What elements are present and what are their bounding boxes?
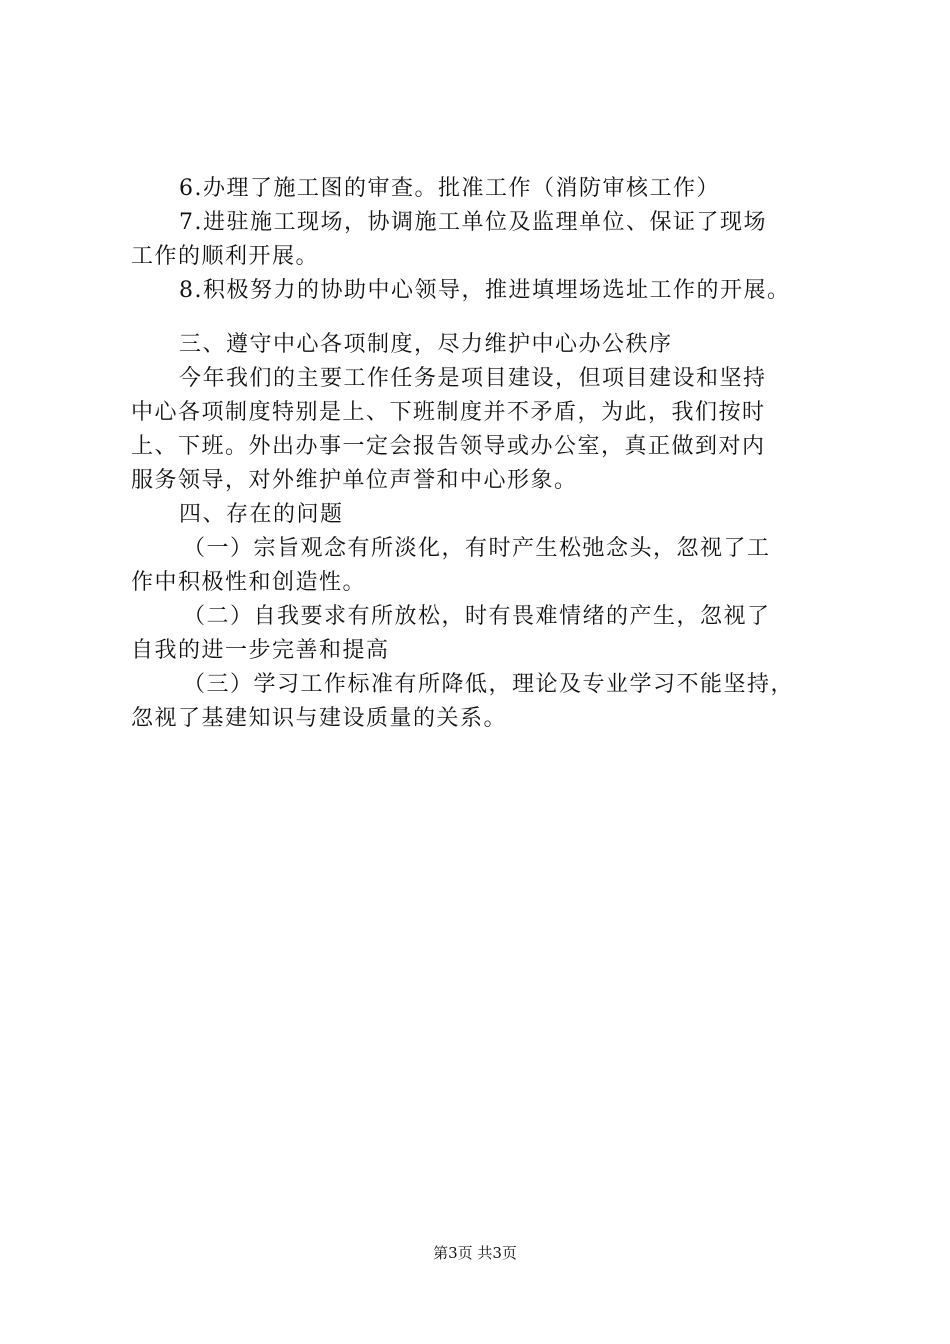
- paragraph-line: （三）学习工作标准有所降低，理论及专业学习不能坚持，: [183, 672, 795, 697]
- paragraph-line: 自我的进一步完善和提高: [131, 638, 390, 663]
- section-heading: 三、遵守中心各项制度，尽力维护中心办公秩序: [179, 332, 673, 357]
- paragraph-line: 今年我们的主要工作任务是项目建设，但项目建设和坚持: [179, 366, 767, 391]
- paragraph-line: （一）宗旨观念有所淡化，有时产生松弛念头，忽视了工: [183, 536, 771, 561]
- paragraph-line: 作中积极性和创造性。: [131, 570, 367, 595]
- paragraph-line: 8.积极努力的协助中心领导，推进填埋场选址工作的开展。: [179, 278, 791, 303]
- paragraph-line: （二）自我要求有所放松，时有畏难情绪的产生，忽视了: [183, 604, 771, 629]
- paragraph-line: 6.办理了施工图的审查。批准工作（消防审核工作）: [179, 176, 720, 201]
- paragraph-gap: [131, 308, 843, 328]
- page-footer: 第3页 共3页: [433, 1244, 517, 1262]
- section-heading: 四、存在的问题: [179, 502, 344, 527]
- paragraph-line: 工作的顺利开展。: [131, 244, 320, 269]
- paragraph-line: 中心各项制度特别是上、下班制度并不矛盾，为此，我们按时: [131, 400, 766, 425]
- paragraph-line: 服务领导，对外维护单位声誉和中心形象。: [131, 468, 578, 493]
- paragraph-line: 忽视了基建知识与建设质量的关系。: [131, 706, 508, 731]
- paragraph-line: 上、下班。外出办事一定会报告领导或办公室，真正做到对内: [131, 434, 766, 459]
- document-body: [131, 172, 843, 736]
- paragraph-line: 7.进驻施工现场，协调施工单位及监理单位、保证了现场: [179, 210, 767, 235]
